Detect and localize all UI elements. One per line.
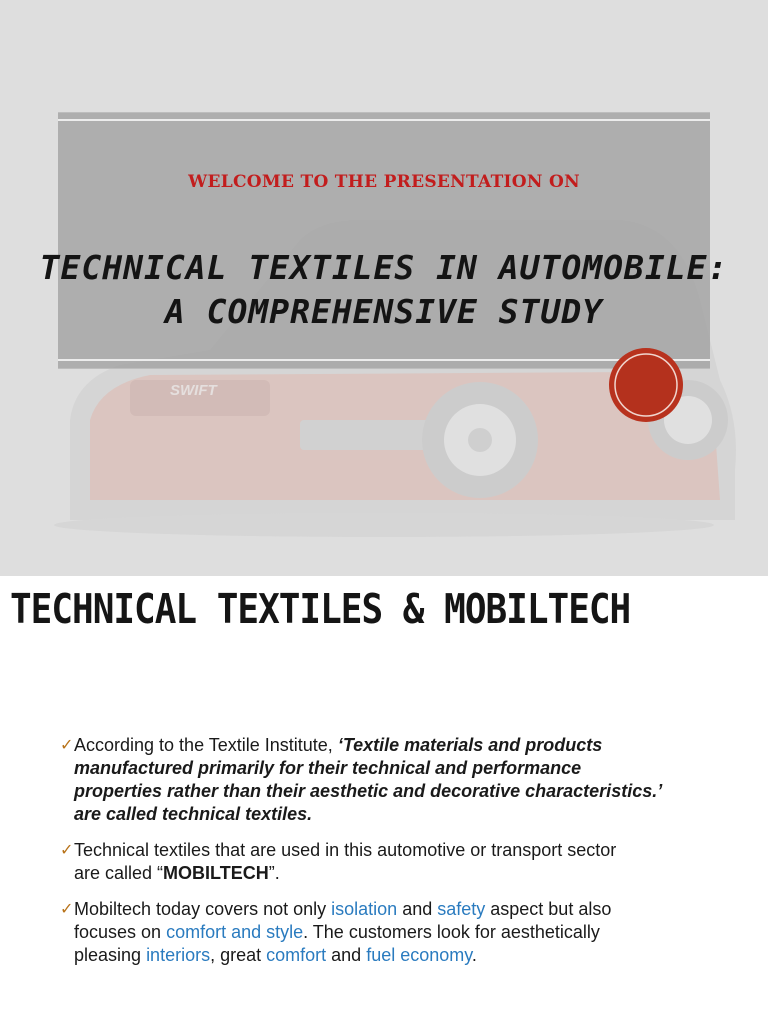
bullet-text: ”. <box>268 863 280 883</box>
bullet-text: Mobiltech today covers not only <box>74 899 332 919</box>
bullet-text: are called “ <box>74 863 164 883</box>
bullet-text: . The customers look for aesthetically <box>303 922 600 942</box>
highlight-comfort-style: comfort and style <box>166 922 304 942</box>
mobiltech-term: MOBILTECH <box>163 863 269 883</box>
checkmark-icon: ✓ <box>60 737 74 754</box>
bullet-text: and <box>397 899 438 919</box>
bullet-list <box>60 734 720 980</box>
presentation-title <box>20 246 748 334</box>
bullet-text: aspect but also <box>485 899 612 919</box>
bullet-lead-text: According to the Textile Institute, <box>74 735 338 755</box>
bullet-text: . <box>471 945 477 965</box>
quote-line-4: are called technical textiles. <box>74 804 313 824</box>
title-line-1: TECHNICAL TEXTILES IN AUTOMOBILE: <box>39 248 729 287</box>
content-slide <box>0 576 768 1024</box>
highlight-comfort: comfort <box>266 945 327 965</box>
bullet-text: and <box>326 945 367 965</box>
quote-line-1: ‘Textile materials and products <box>337 735 603 755</box>
bullet-item-mobiltech <box>60 839 720 885</box>
highlight-fuel-economy: fuel economy <box>366 945 472 965</box>
bullet-text: Technical textiles that are used in this automotive or transport sector <box>74 840 617 860</box>
bullet-item-definition <box>60 734 720 826</box>
highlight-interiors: interiors <box>146 945 211 965</box>
bullet-item-scope <box>60 898 720 967</box>
highlight-isolation: isolation <box>331 899 398 919</box>
checkmark-icon: ✓ <box>60 842 74 859</box>
title-line-2: A COMPREHENSIVE STUDY <box>164 292 604 331</box>
bullet-text: pleasing <box>74 945 147 965</box>
presentation-subtitle: WELCOME TO THE PRESENTATION ON <box>188 172 580 192</box>
decorative-circle-icon <box>608 347 684 423</box>
bullet-text: , great <box>210 945 267 965</box>
quote-line-3: properties rather than their aesthetic and decorative characteristics.’ <box>74 781 663 801</box>
car-badge-text: SWIFT <box>170 382 217 399</box>
checkmark-icon: ✓ <box>60 901 74 918</box>
highlight-safety: safety <box>437 899 486 919</box>
bullet-text: focuses on <box>74 922 167 942</box>
slide-heading: TECHNICAL TEXTILES & MOBILTECH <box>10 586 631 634</box>
quote-line-2: manufactured primarily for their technical and performance <box>74 758 582 778</box>
